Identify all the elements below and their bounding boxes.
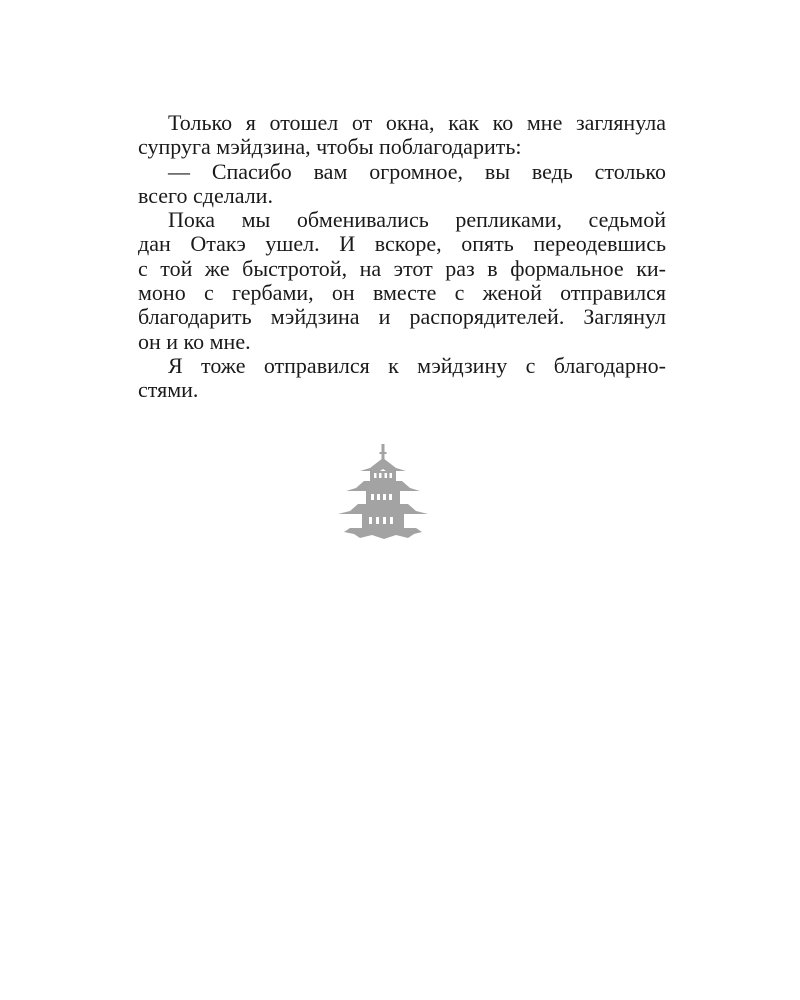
text-line: благодарить мэйдзина и распорядителей. Заглянул [138,304,666,330]
text-line: — Спасибо вам огромное, вы ведь столько [168,158,666,184]
text-line: дан Отакэ ушел. И вскоре, опять переодевшись [138,231,666,257]
text-line: Только я отошел от окна, как ко мне заглянула [168,110,666,135]
text-line: всего сделали. [138,182,273,208]
text-line: стями. [138,377,199,403]
pagoda-icon [336,444,430,540]
text-line: с той же быстротой, на этот раз в формальное ки- [138,255,666,281]
body-text [138,111,666,403]
text-line: Пока мы обменивались репликами, седьмой [168,207,666,233]
text-line: моно с гербами, он вместе с женой отправился [138,280,666,306]
text-line: супруга мэйдзина, чтобы поблагодарить: [138,134,522,160]
text-line: он и ко мне. [138,328,251,354]
text-line: Я тоже отправился к мэйдзину с благодарно- [168,352,666,378]
